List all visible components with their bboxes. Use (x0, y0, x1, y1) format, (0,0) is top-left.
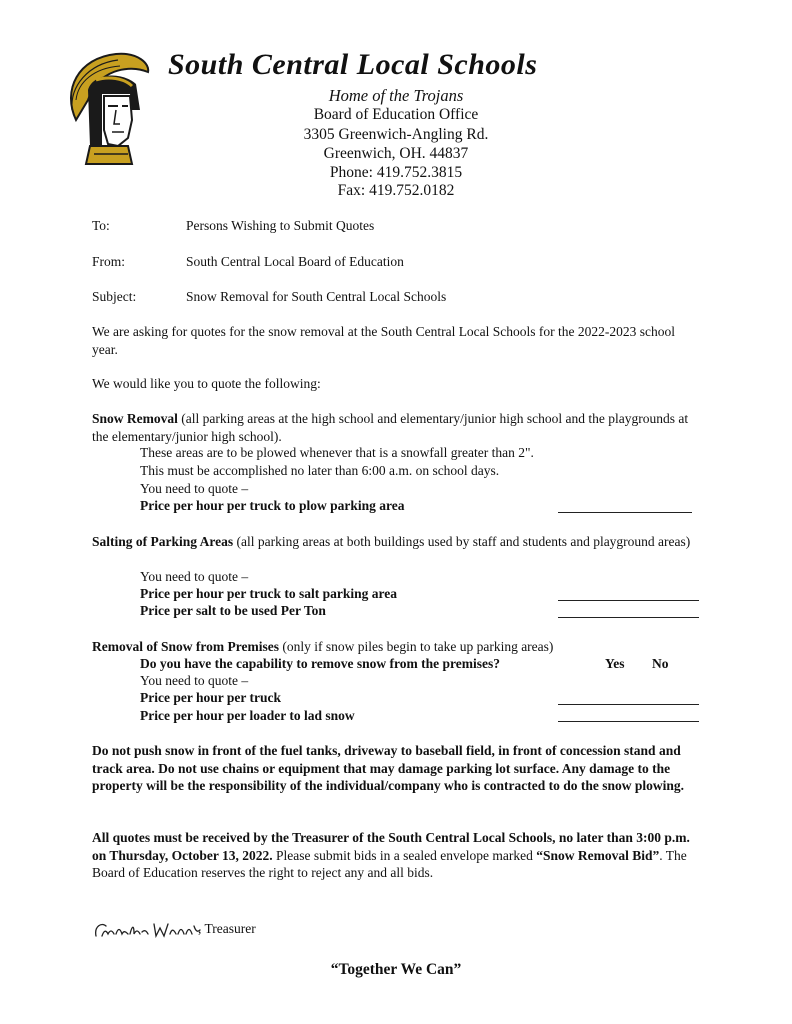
salt-ton-price-blank[interactable] (558, 617, 699, 618)
tagline: Home of the Trojans (328, 86, 464, 105)
intro-quote-request: We would like you to quote the following: (92, 376, 321, 391)
city-address: Greenwich, OH. 44837 (323, 145, 469, 162)
to-label: To: (92, 218, 110, 233)
plow-price-item: Price per hour per truck to plow parking area (140, 498, 405, 513)
intro-paragraph: We are asking for quotes for the snow removal at the South Central Local Schools for the 2022-2023 school year. (92, 324, 676, 357)
subject-label: Subject: (92, 289, 137, 304)
loader-hour-price-item: Price per hour per loader to lad snow (140, 708, 355, 723)
from-label: From: (92, 254, 126, 269)
deadline-paragraph (92, 829, 704, 882)
premises-heading: Removal of Snow from Premises (92, 639, 279, 654)
trojan-logo (58, 50, 154, 170)
truck-hour-price-blank[interactable] (558, 704, 699, 705)
salt-truck-price-blank[interactable] (558, 600, 699, 601)
snow-removal-heading: Snow Removal (92, 411, 178, 426)
treasurer-title: , Treasurer (198, 921, 256, 936)
premises-heading-paragraph (92, 638, 704, 656)
phone-number: Phone: 419.752.3815 (329, 164, 463, 181)
snow-removal-quote-prompt: You need to quote – (140, 481, 249, 496)
to-value: Persons Wishing to Submit Quotes (186, 218, 375, 233)
motto: “Together We Can” (330, 961, 462, 978)
office-name: Board of Education Office (313, 106, 479, 123)
bid-envelope-label: “Snow Removal Bid” (536, 847, 660, 863)
snow-removal-description: (all parking areas at the high school and elementary/junior high school and the playgrounds at the elementary/junior high school). (92, 411, 689, 444)
deadline-reserve-rights: . The Board of Education reserves the right to reject any and all bids. (92, 847, 687, 880)
premises-no-option[interactable]: No (652, 656, 669, 671)
from-value: South Central Local Board of Education (186, 254, 404, 269)
deadline-instructions: Please submit bids in a sealed envelope marked (272, 847, 537, 863)
salting-quote-prompt: You need to quote – (140, 569, 249, 584)
premises-yes-option[interactable]: Yes (605, 656, 625, 671)
snow-removal-heading-paragraph (92, 410, 704, 445)
loader-hour-price-blank[interactable] (558, 721, 699, 722)
premises-description: (only if snow piles begin to take up parking areas) (278, 639, 554, 654)
salting-description: (all parking areas at both buildings used by staff and students and playground areas) (233, 534, 691, 549)
snow-removal-condition: These areas are to be plowed whenever that is a snowfall greater than 2". (140, 445, 534, 460)
salt-ton-price-item: Price per salt to be used Per Ton (140, 603, 326, 618)
salting-heading-paragraph (92, 533, 704, 551)
salt-truck-price-item: Price per hour per truck to salt parking area (140, 586, 397, 601)
deadline-bold-text: All quotes must be received by the Treasurer of the South Central Local Schools, no later than 3:00 p.m. on Thursday, October 13, 2022. (92, 830, 690, 863)
subject-value: Snow Removal for South Central Local Schools (186, 289, 447, 304)
plow-price-blank[interactable] (558, 512, 692, 513)
organization-name: South Central Local Schools (168, 48, 538, 81)
truck-hour-price-item: Price per hour per truck (140, 690, 281, 705)
premises-capability-question: Do you have the capability to remove snow from the premises? (140, 656, 500, 671)
street-address: 3305 Greenwich-Angling Rd. (303, 126, 489, 143)
fax-number: Fax: 419.752.0182 (337, 182, 455, 199)
treasurer-signature (92, 918, 202, 942)
snow-removal-deadline: This must be accomplished no later than 6:00 a.m. on school days. (140, 463, 500, 478)
premises-quote-prompt: You need to quote – (140, 673, 249, 688)
damage-warning: Do not push snow in front of the fuel tanks, driveway to baseball field, in front of concession stand and track area. Do not use chains or equipment that may damage parking lot surface. Any damage to the property will be the responsibility of the individual/company who is contracted to do the snow plowing. (92, 743, 685, 793)
salting-heading: Salting of Parking Areas (92, 534, 234, 549)
